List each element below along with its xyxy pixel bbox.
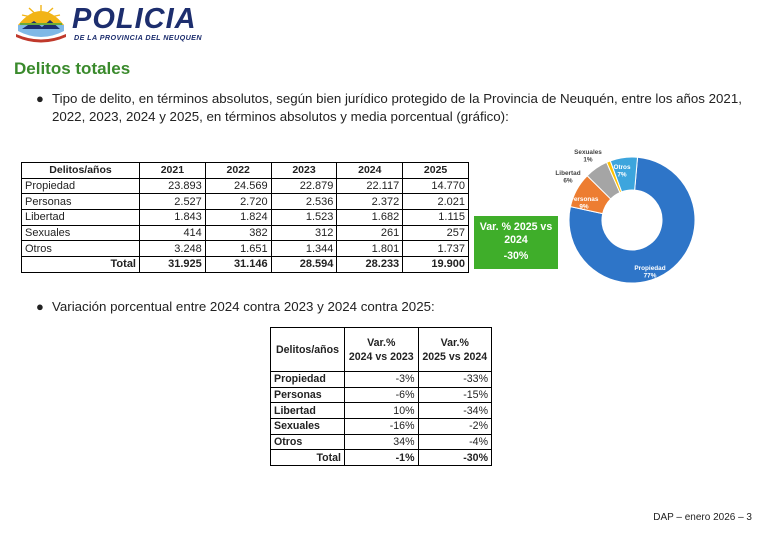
bullet-intro (36, 90, 752, 126)
table-header-row (22, 163, 469, 179)
donut-label-sexuales: Sexuales (574, 149, 602, 156)
cell-value: -34% (418, 403, 492, 419)
row-label: Propiedad (22, 178, 140, 194)
total-label: Total (271, 450, 345, 466)
cell-value: 1.843 (140, 210, 206, 226)
header-line: Var.% (367, 336, 396, 349)
header-cell: 2022 (205, 163, 271, 179)
cell-value: 34% (345, 434, 419, 450)
bullet-dot-icon: ● (36, 299, 44, 314)
cell-value: -4% (418, 434, 492, 450)
cell-value: 2.720 (205, 194, 271, 210)
row-label: Sexuales (22, 225, 140, 241)
header-cell: Delitos/años (271, 328, 345, 372)
crimes-by-year-table (21, 162, 469, 273)
row-label: Propiedad (271, 372, 345, 388)
table-row (22, 194, 469, 210)
row-label: Personas (271, 387, 345, 403)
header-line: 2024 vs 2023 (348, 350, 414, 363)
total-value: 19.900 (403, 257, 469, 273)
bullet-variation-text: Variación porcentual entre 2024 contra 2023 y 2024 contra 2025: (52, 299, 435, 314)
donut-value-sexuales: 1% (583, 156, 593, 164)
row-label: Otros (22, 241, 140, 257)
row-label: Sexuales (271, 419, 345, 435)
header-line: 2025 vs 2024 (422, 350, 488, 363)
table-header-row (271, 328, 492, 372)
page-footer: DAP – enero 2026 – 3 (653, 512, 752, 523)
row-label: Libertad (271, 403, 345, 419)
cell-value: 2.372 (337, 194, 403, 210)
total-value: -1% (345, 450, 419, 466)
header-cell: 2025 (403, 163, 469, 179)
header-cell: Delitos/años (22, 163, 140, 179)
cell-value: 1.523 (271, 210, 337, 226)
total-value: 28.594 (271, 257, 337, 273)
cell-value: 414 (140, 225, 206, 241)
donut-svg (541, 146, 701, 290)
table-row (271, 372, 492, 388)
callout-line3: -30% (503, 250, 529, 262)
header-cell: 2024 (337, 163, 403, 179)
bullet-intro-text: Tipo de delito, en términos absolutos, según bien jurídico protegido de la Provincia de Neuquén, entre los años 2021, 2022, 2023, 2024 y 2025, en términos absolutos y media porcentual (gráfico): (52, 91, 742, 124)
header-cell (418, 328, 492, 372)
cell-value: -3% (345, 372, 419, 388)
cell-value: 10% (345, 403, 419, 419)
bullet-dot-icon: ● (36, 91, 44, 106)
table-row (22, 210, 469, 226)
cell-value: 257 (403, 225, 469, 241)
cell-value: 3.248 (140, 241, 206, 257)
cell-value: 24.569 (205, 178, 271, 194)
header-cell: 2021 (140, 163, 206, 179)
donut-label-personas: Personas (569, 196, 599, 203)
table-row (271, 403, 492, 419)
total-label: Total (22, 257, 140, 273)
total-value: -30% (418, 450, 492, 466)
provincial-shield-icon (14, 3, 68, 43)
cell-value: 1.737 (403, 241, 469, 257)
cell-value: 1.651 (205, 241, 271, 257)
table-row (271, 434, 492, 450)
bullet-variation (36, 298, 752, 316)
row-label: Personas (22, 194, 140, 210)
cell-value: 22.117 (337, 178, 403, 194)
donut-label-otros: Otros (613, 164, 631, 171)
cell-value: 22.879 (271, 178, 337, 194)
logo-title: POLICIA (72, 2, 197, 35)
cell-value: 14.770 (403, 178, 469, 194)
cell-value: 2.536 (271, 194, 337, 210)
donut-value-libertad: 6% (563, 177, 573, 185)
cell-value: 382 (205, 225, 271, 241)
cell-value: -16% (345, 419, 419, 435)
table-row (22, 178, 469, 194)
police-logo (14, 3, 230, 43)
total-value: 31.925 (140, 257, 206, 273)
cell-value: 261 (337, 225, 403, 241)
table-row (22, 241, 469, 257)
cell-value: 1.682 (337, 210, 403, 226)
cell-value: 2.021 (403, 194, 469, 210)
cell-value: 2.527 (140, 194, 206, 210)
total-value: 28.233 (337, 257, 403, 273)
header-cell: 2023 (271, 163, 337, 179)
donut-value-otros: 7% (617, 171, 627, 179)
cell-value: 1.801 (337, 241, 403, 257)
cell-value: -2% (418, 419, 492, 435)
header-cell (345, 328, 419, 372)
table-row (271, 387, 492, 403)
total-row (22, 257, 469, 273)
crime-share-donut-chart (541, 146, 701, 290)
cell-value: 1.344 (271, 241, 337, 257)
cell-value: 1.115 (403, 210, 469, 226)
cell-value: -33% (418, 372, 492, 388)
cell-value: 1.824 (205, 210, 271, 226)
section-title: Delitos totales (14, 59, 131, 78)
donut-label-propiedad: Propiedad (634, 265, 666, 272)
logo-subtitle: DE LA PROVINCIA DEL NEUQUEN (74, 32, 202, 42)
donut-value-propiedad: 77% (643, 272, 657, 280)
cell-value: 312 (271, 225, 337, 241)
total-row (271, 450, 492, 466)
donut-value-personas: 9% (579, 203, 589, 211)
cell-value: -6% (345, 387, 419, 403)
variation-table (270, 327, 492, 466)
cell-value: -15% (418, 387, 492, 403)
callout-line2: 2024 (504, 234, 528, 246)
cell-value: 23.893 (140, 178, 206, 194)
donut-label-libertad: Libertad (555, 170, 581, 177)
row-label: Otros (271, 434, 345, 450)
header-line: Var.% (440, 336, 469, 349)
row-label: Libertad (22, 210, 140, 226)
table-row (22, 225, 469, 241)
total-value: 31.146 (205, 257, 271, 273)
callout-line1: Var. % 2025 vs (479, 221, 553, 233)
table-row (271, 419, 492, 435)
